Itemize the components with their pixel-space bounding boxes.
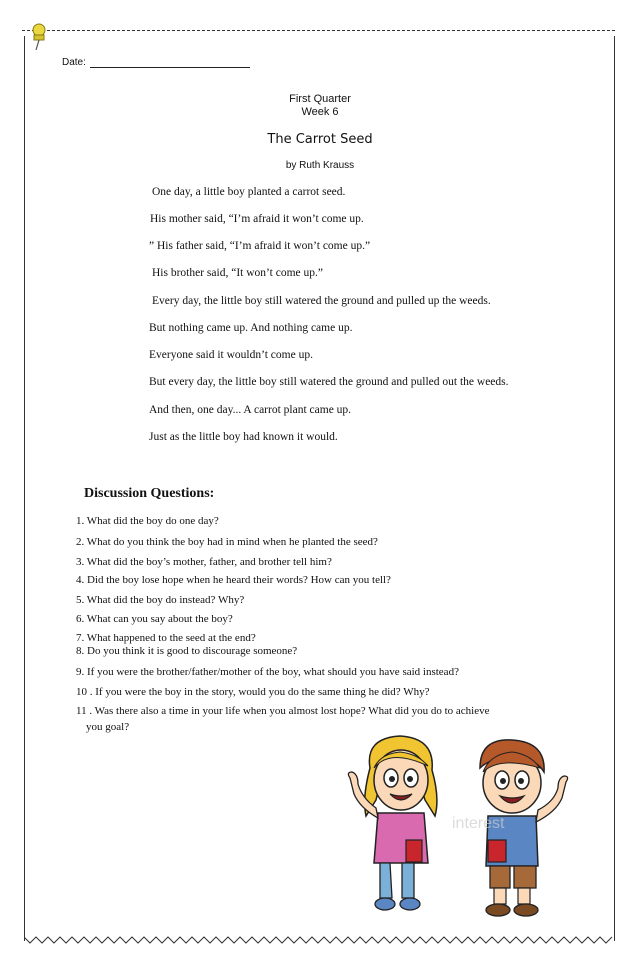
question-item: you goal?: [86, 721, 130, 733]
question-item: 11 . Was there also a time in your life when you almost lost hope? What did you do to achieve: [76, 705, 490, 717]
question-item: 2. What do you think the boy had in mind when he planted the seed?: [76, 536, 378, 548]
story-line: And then, one day... A carrot plant came up.: [149, 404, 352, 416]
story-line: One day, a little boy planted a carrot seed.: [152, 186, 346, 198]
story-line: Just as the little boy had known it would.: [149, 431, 338, 443]
story-line: Everyone said it wouldn’t come up.: [149, 349, 313, 361]
page-border-right: [614, 36, 615, 941]
kids-thumbs-up-illustration: [340, 728, 585, 923]
pushpin-icon: [28, 22, 50, 52]
question-item: 4. Did the boy lose hope when he heard their words? How can you tell?: [76, 574, 391, 586]
question-item: 6. What can you say about the boy?: [76, 613, 233, 625]
quarter-label: First Quarter: [289, 93, 351, 105]
discussion-heading: Discussion Questions:: [84, 486, 215, 501]
page-border-left: [24, 36, 25, 941]
date-blank-line: [90, 67, 250, 68]
page-border-bottom: [24, 936, 616, 944]
question-item: 8. Do you think it is good to discourage someone?: [76, 645, 298, 657]
story-line: Every day, the little boy still watered the ground and pulled up the weeds.: [152, 295, 491, 307]
story-title: The Carrot Seed: [267, 132, 373, 147]
story-author: by Ruth Krauss: [285, 160, 355, 171]
week-label: Week 6: [301, 106, 339, 118]
date-label: Date:: [62, 57, 86, 68]
watermark-text: interest: [452, 815, 505, 832]
story-line: But nothing came up. And nothing came up.: [149, 322, 353, 334]
question-item: 1. What did the boy do one day?: [76, 515, 219, 527]
story-line: But every day, the little boy still watered the ground and pulled out the weeds.: [149, 376, 509, 388]
question-item: 10 . If you were the boy in the story, would you do the same thing he did? Why?: [76, 686, 430, 698]
story-line: His mother said, “I’m afraid it won’t come up.: [150, 213, 364, 225]
girl-figure: [348, 736, 437, 910]
story-line: ” His father said, “I’m afraid it won’t come up.”: [149, 240, 371, 252]
question-item: 5. What did the boy do instead? Why?: [76, 594, 245, 606]
question-item: 9. If you were the brother/father/mother of the boy, what should you have said instead?: [76, 666, 459, 678]
question-item: 7. What happened to the seed at the end?: [76, 632, 256, 644]
story-line: His brother said, “It won’t come up.”: [152, 267, 323, 279]
question-item: 3. What did the boy’s mother, father, and brother tell him?: [76, 556, 332, 568]
page-border-top: [22, 30, 615, 31]
